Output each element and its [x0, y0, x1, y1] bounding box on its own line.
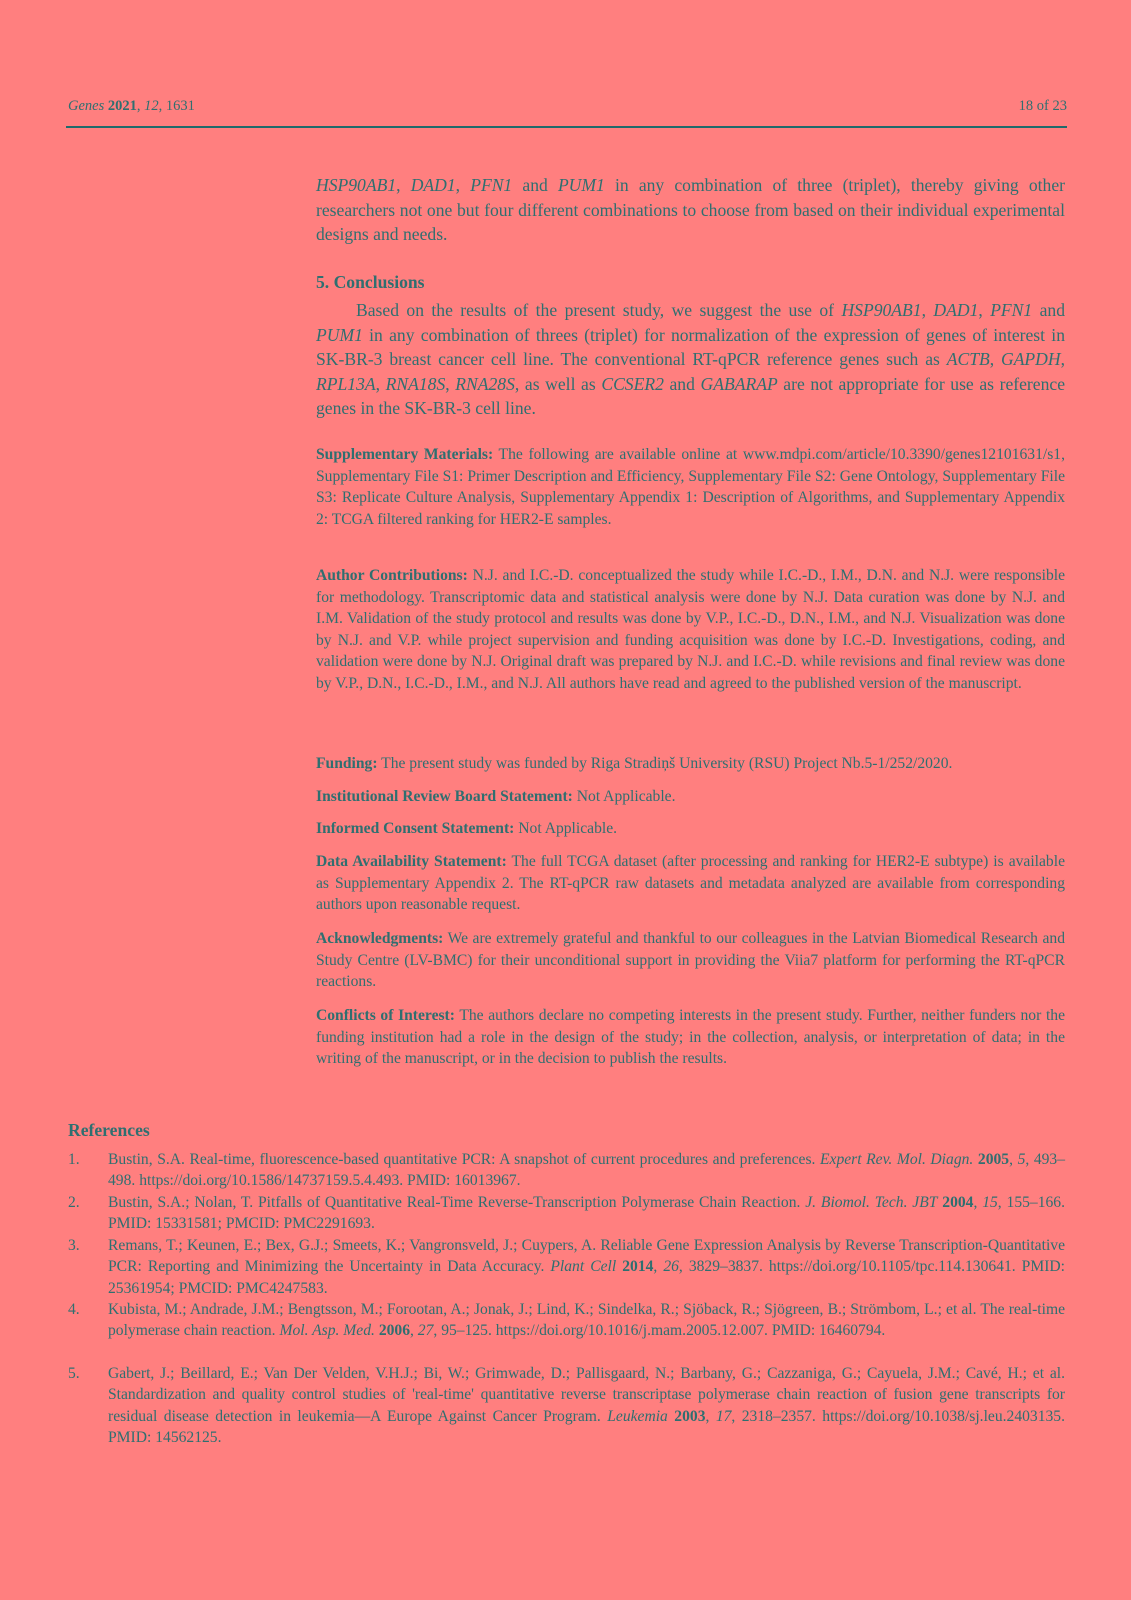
informed-consent-statement: Informed Consent Statement: Not Applicable. [316, 820, 618, 837]
statement-label: Conflicts of Interest: [316, 1007, 455, 1024]
gene-name: HSP90AB1 [316, 175, 397, 195]
statement-label: Informed Consent Statement: [316, 820, 515, 837]
conflicts-of-interest: Conflicts of Interest: The authors declare no competing interests in the present study. Further, neither funders nor the funding institution had a role in the design of the study; in the collection, analysis, or interpretation of data; in the writing of the manuscript, or in the decision to publish the results. [316, 1007, 1065, 1068]
reference-item: 3. Remans, T.; Keunen, E.; Bex, G.J.; Smeets, K.; Vangronsveld, J.; Cuypers, A. Reliable Gene Expression Analysis by Reverse Transcription-Quantitative PCR: Reporting and Minimizing the Uncertainty in Data Accuracy. Plant Cell 2014, 26, 3829–3837. https://doi.org/10.1105/tpc.114.130641. PMID: 25361954; PMCID: PMC4247583. [68, 1237, 1066, 1297]
reference-number: 4. [68, 1301, 80, 1318]
section-heading: 5. Conclusions [316, 272, 425, 292]
funding-statement: Funding: The present study was funded by Riga Stradiņš University (RSU) Project Nb.5-1/252/2020. [316, 755, 953, 772]
reference-number: 3. [68, 1237, 80, 1254]
statement-label: Funding: [316, 755, 378, 772]
gene-name: PFN1 [470, 175, 513, 195]
statement-label: Acknowledgments: [316, 930, 444, 947]
journal-volume: 12 [144, 98, 159, 114]
reference-item: 5. Gabert, J.; Beillard, E.; Van Der Velden, V.H.J.; Bi, W.; Grimwade, D.; Pallisgaard, N.; Barbany, G.; Cazzaniga, G.; Cayuela, J.M.; Cavé, H.; et al. Standardization and quality control studies of 'real-time' quantitative reverse transcriptase polymerase chain reaction of fusion gene transcripts for residual disease detection in leukemia—A Europe Against Cancer Program. Leukemia 2003, 17, 2318–2357. https://doi.org/10.1038/sj.leu.2403135. PMID: 14562125. [68, 1365, 1065, 1446]
statement-label: Supplementary Materials: [316, 446, 494, 463]
journal-year: 2021 [107, 98, 137, 114]
supplementary-materials: Supplementary Materials: The following are available online at www.mdpi.com/article/10.3390/genes12101631/s1, Supplementary File S1: Primer Description and Efficiency, Supplementary File S2: Gene Ontology, Supplementary File S3: Replicate Culture Analysis, Supplementary Appendix 1: Description of Algorithms, and Supplementary Appendix 2: TCGA filtered ranking for HER2-E samples. [316, 446, 1065, 528]
citation: Genes 2021, 12, 1631 [68, 98, 195, 114]
reference-item: 1. Bustin, S.A. Real-time, fluorescence-based quantitative PCR: A snapshot of current procedures and preferences. Expert Rev. Mol. Diagn. 2005, 5, 493–498. https://doi.org/10.1586/14737159.5.4.493. PMID: 16013967. [68, 1151, 1066, 1190]
data-availability-statement: Data Availability Statement: The full TCGA dataset (after processing and ranking for HER2-E subtype) is available as Supplementary Appendix 2. The RT-qPCR raw datasets and metadata analyzed are available from corresponding authors upon reasonable request. [316, 853, 1065, 914]
gene-name: PUM1 [557, 175, 605, 195]
statement-label: Data Availability Statement: [316, 853, 507, 870]
page-number: 18 of 23 [1018, 98, 1067, 114]
gene-name: DAD1 [410, 175, 456, 195]
statement-label: Author Contributions: [316, 567, 468, 584]
header-divider [66, 126, 1067, 128]
conclusions-paragraph: Based on the results of the present study, we suggest the use of HSP90AB1, DAD1, PFN1 and PUM1 in any combination of threes (triplet) for normalization of the expression of genes of interest in SK-BR-3 breast cancer cell line. The conventional RT-qPCR reference genes such as ACTB, GAPDH, RPL13A, RNA18S, RNA28S, as well as CCSER2 and GABARAP are not appropriate for use as reference genes in the SK-BR-3 cell line. [316, 300, 1066, 418]
article-number: 1631 [165, 98, 195, 114]
statement-label: Institutional Review Board Statement: [316, 788, 573, 805]
reference-number: 2. [68, 1194, 80, 1211]
conclusions-section [316, 270, 1065, 421]
irb-statement: Institutional Review Board Statement: Not Applicable. [316, 788, 676, 805]
reference-item: 4. Kubista, M.; Andrade, J.M.; Bengtsson, M.; Forootan, A.; Jonak, J.; Lind, K.; Sindelka, R.; Sjöback, R.; Sjögreen, B.; Strömbom, L.; et al. The real-time polymerase chain reaction. Mol. Asp. Med. 2006, 27, 95–125. https://doi.org/10.1016/j.mam.2005.12.007. PMID: 16460794. [68, 1301, 1065, 1340]
author-contributions: Author Contributions: N.J. and I.C.-D. conceptualized the study while I.C.-D., I.M., D.N. and N.J. were responsible for methodology. Transcriptomic data and statistical analysis were done by N.J. Data curation was done by N.J. and I.M. Validation of the study protocol and results was done by V.P., I.C.-D., D.N., I.M., and N.J. Visualization was done by N.J. and V.P. while project supervision and funding acquisition was done by I.C.-D. Investigations, coding, and validation were done by N.J. Original draft was prepared by N.J. and I.C.-D. while revisions and final review was done by V.P., D.N., I.C.-D., I.M., and N.J. All authors have read and agreed to the published version of the manuscript. [316, 567, 1065, 692]
reference-number: 1. [68, 1151, 80, 1168]
running-header [68, 97, 1067, 115]
references-heading: References [68, 1120, 150, 1140]
reference-number: 5. [68, 1365, 80, 1382]
intro-paragraph: HSP90AB1, DAD1, PFN1 and PUM1 in any combination of three (triplet), thereby giving other researchers not one but four different combinations to choose from based on their individual experimental designs and needs. [316, 175, 1066, 244]
acknowledgments: Acknowledgments: We are extremely grateful and thankful to our colleagues in the Latvian Biomedical Research and Study Centre (LV-BMC) for their unconditional support in providing the Viia7 platform for performing the RT-qPCR reactions. [316, 930, 1065, 991]
journal-name: Genes [68, 98, 105, 114]
reference-item: 2. Bustin, S.A.; Nolan, T. Pitfalls of Quantitative Real-Time Reverse-Transcription Polymerase Chain Reaction. J. Biomol. Tech. JBT 2004, 15, 155–166. PMID: 15331581; PMCID: PMC2291693. [68, 1194, 1066, 1233]
